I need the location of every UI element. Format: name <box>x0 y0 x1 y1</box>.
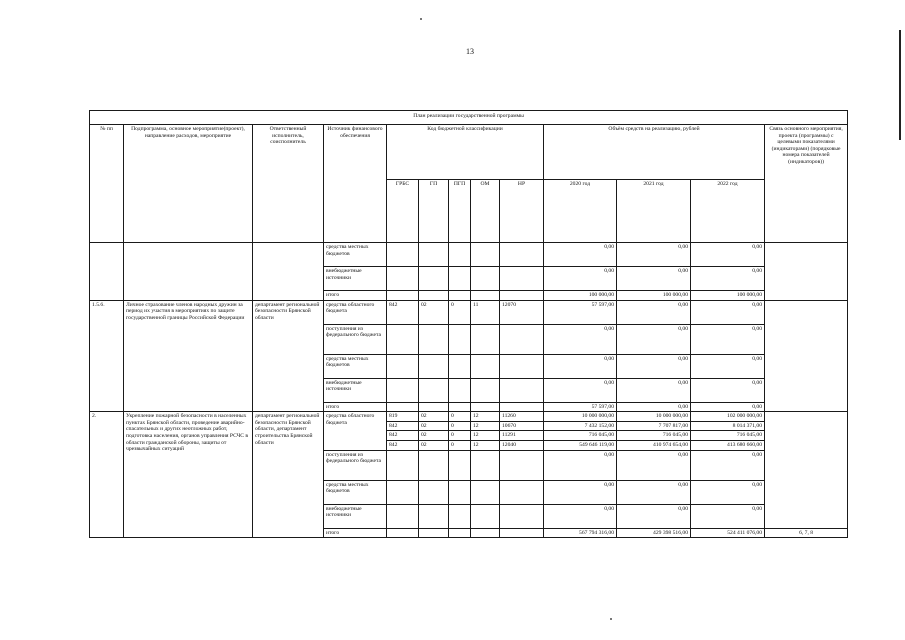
value-2020: 57 597,00 <box>544 300 617 324</box>
name-cell <box>124 243 253 301</box>
scan-speck <box>420 18 422 20</box>
table-row <box>90 300 848 324</box>
header-num: № пп <box>90 125 124 243</box>
scan-speck <box>610 618 612 620</box>
value-2021: 0,00 <box>617 267 691 291</box>
source-cell: итого <box>324 402 387 412</box>
nr-cell: 11291 <box>500 431 544 441</box>
header-2021: 2021 год <box>617 180 691 243</box>
gp-cell: 02 <box>419 440 449 450</box>
nr-cell: 12040 <box>500 440 544 450</box>
value-2022: 0,00 <box>691 402 765 412</box>
source-cell: средства областного бюджета <box>324 300 387 324</box>
num-cell <box>90 243 124 301</box>
value-2021: 0,00 <box>617 300 691 324</box>
grbs-cell: 819 <box>387 412 419 422</box>
header-link: Связь основного мероприятия, проекта (программы) с целевыми показателями (индикаторами) (порядковые номера показателей (индикаторов)) <box>765 125 848 243</box>
value-2021: 0,00 <box>617 378 691 402</box>
source-cell: поступления из федерального бюджета <box>324 324 387 354</box>
value-2020: 0,00 <box>544 480 617 504</box>
value-2021: 0,00 <box>617 480 691 504</box>
value-2021: 0,00 <box>617 324 691 354</box>
grbs-cell: 842 <box>387 300 419 324</box>
value-2022: 0,00 <box>691 267 765 291</box>
value-2021: 429 398 516,00 <box>617 528 691 538</box>
header-pgp: ПГП <box>449 180 471 243</box>
value-2021: 716 045,00 <box>617 431 691 441</box>
nr-cell: 11260 <box>500 412 544 422</box>
value-2021: 10 000 000,00 <box>617 412 691 422</box>
value-2021: 0,00 <box>617 450 691 480</box>
responsible-cell: департамент региональной безопасности Брянской области, департамент строительства Брянской области <box>253 412 324 538</box>
program-plan-table-wrapper <box>89 110 847 538</box>
link-indicators: 6, 7, 8 <box>765 528 848 538</box>
value-2020: 0,00 <box>544 267 617 291</box>
table-title: План реализации государственной программы <box>90 111 848 125</box>
value-2022: 0,00 <box>691 300 765 324</box>
gp-cell: 02 <box>419 431 449 441</box>
value-2021: 7 707 817,00 <box>617 421 691 431</box>
value-2022: 0,00 <box>691 243 765 267</box>
pgp-cell: 0 <box>449 431 471 441</box>
value-2022: 102 000 000,00 <box>691 412 765 422</box>
value-2022: 0,00 <box>691 504 765 528</box>
gp-cell: 02 <box>419 300 449 324</box>
source-cell: внебюджетные источники <box>324 504 387 528</box>
num-cell: 1.5.6. <box>90 300 124 412</box>
header-responsible: Ответственный исполнитель, соисполнитель <box>253 125 324 243</box>
value-2022: 716 045,00 <box>691 431 765 441</box>
value-2020: 0,00 <box>544 354 617 378</box>
link-cell <box>765 300 848 412</box>
value-2022: 8 014 371,00 <box>691 421 765 431</box>
link-cell <box>765 412 848 528</box>
value-2020: 10 000 000,00 <box>544 412 617 422</box>
header-budget-code: Код бюджетной классификации <box>387 125 544 180</box>
source-cell: поступления из федерального бюджета <box>324 450 387 480</box>
om-cell: 12 <box>471 421 500 431</box>
pgp-cell: 0 <box>449 440 471 450</box>
header-subprogram: Подпрограмма, основное мероприятие(проект), направление расходов, мероприятие <box>124 125 253 243</box>
source-cell: итого <box>324 528 387 538</box>
value-2021: 410 974 654,00 <box>617 440 691 450</box>
value-2020: 567 794 316,00 <box>544 528 617 538</box>
scan-edge-mark <box>899 30 901 140</box>
grbs-cell: 842 <box>387 421 419 431</box>
header-gp: ГП <box>419 180 449 243</box>
source-cell: средства местных бюджетов <box>324 354 387 378</box>
value-2022: 100 000,00 <box>691 291 765 301</box>
header-om: ОМ <box>471 180 500 243</box>
value-2020: 57 597,00 <box>544 402 617 412</box>
header-source: Источник финансового обеспечения <box>324 125 387 243</box>
value-2020: 549 646 119,00 <box>544 440 617 450</box>
table-row <box>90 243 848 267</box>
value-2020: 0,00 <box>544 504 617 528</box>
grbs-cell: 842 <box>387 431 419 441</box>
nr-cell: 12070 <box>500 300 544 324</box>
header-grbs: ГРБС <box>387 180 419 243</box>
value-2022: 0,00 <box>691 378 765 402</box>
responsible-cell: департамент региональной безопасности Брянской области <box>253 300 324 412</box>
source-cell: средства областного бюджета <box>324 412 387 450</box>
value-2020: 0,00 <box>544 450 617 480</box>
value-2022: 0,00 <box>691 450 765 480</box>
value-2022: 0,00 <box>691 480 765 504</box>
nr-cell: 10670 <box>500 421 544 431</box>
value-2021: 0,00 <box>617 504 691 528</box>
header-2020: 2020 год <box>544 180 617 243</box>
link-cell <box>765 243 848 301</box>
value-2021: 100 000,00 <box>617 291 691 301</box>
value-2020: 100 000,00 <box>544 291 617 301</box>
pgp-cell: 0 <box>449 300 471 324</box>
om-cell: 12 <box>471 440 500 450</box>
table-row <box>90 412 848 422</box>
value-2021: 0,00 <box>617 243 691 267</box>
responsible-cell <box>253 243 324 301</box>
value-2021: 0,00 <box>617 402 691 412</box>
om-cell: 12 <box>471 431 500 441</box>
value-2022: 413 680 660,00 <box>691 440 765 450</box>
program-plan-table <box>89 110 848 538</box>
source-cell: внебюджетные источники <box>324 378 387 402</box>
name-cell: Личное страхование членов народных дружин за период их участия в мероприятиях по защите государственной границы Российской Федерации <box>124 300 253 412</box>
header-nr: НР <box>500 180 544 243</box>
value-2020: 0,00 <box>544 243 617 267</box>
num-cell: 2. <box>90 412 124 538</box>
om-cell: 12 <box>471 412 500 422</box>
pgp-cell: 0 <box>449 421 471 431</box>
pgp-cell: 0 <box>449 412 471 422</box>
name-cell: Укрепление пожарной безопасности в населенных пунктах Брянской области, проведение аварийно-спасательных и других неотложных работ, подготовка населения, органов управления РСЧС в области гражданской обороны, защиты от чрезвычайных ситуаций <box>124 412 253 538</box>
value-2022: 0,00 <box>691 324 765 354</box>
header-volume: Объём средств на реализацию, рублей <box>544 125 765 180</box>
value-2021: 0,00 <box>617 354 691 378</box>
grbs-cell: 842 <box>387 440 419 450</box>
source-cell: внебюджетные источники <box>324 267 387 291</box>
value-2020: 716 045,00 <box>544 431 617 441</box>
gp-cell: 02 <box>419 412 449 422</box>
header-2022: 2022 год <box>691 180 765 243</box>
om-cell: 11 <box>471 300 500 324</box>
value-2020: 0,00 <box>544 324 617 354</box>
value-2020: 7 432 152,00 <box>544 421 617 431</box>
value-2020: 0,00 <box>544 378 617 402</box>
gp-cell: 02 <box>419 421 449 431</box>
source-cell: итого <box>324 291 387 301</box>
value-2022: 524 411 076,00 <box>691 528 765 538</box>
page-number: 13 <box>466 47 474 56</box>
source-cell: средства местных бюджетов <box>324 480 387 504</box>
value-2022: 0,00 <box>691 354 765 378</box>
source-cell: средства местных бюджетов <box>324 243 387 267</box>
